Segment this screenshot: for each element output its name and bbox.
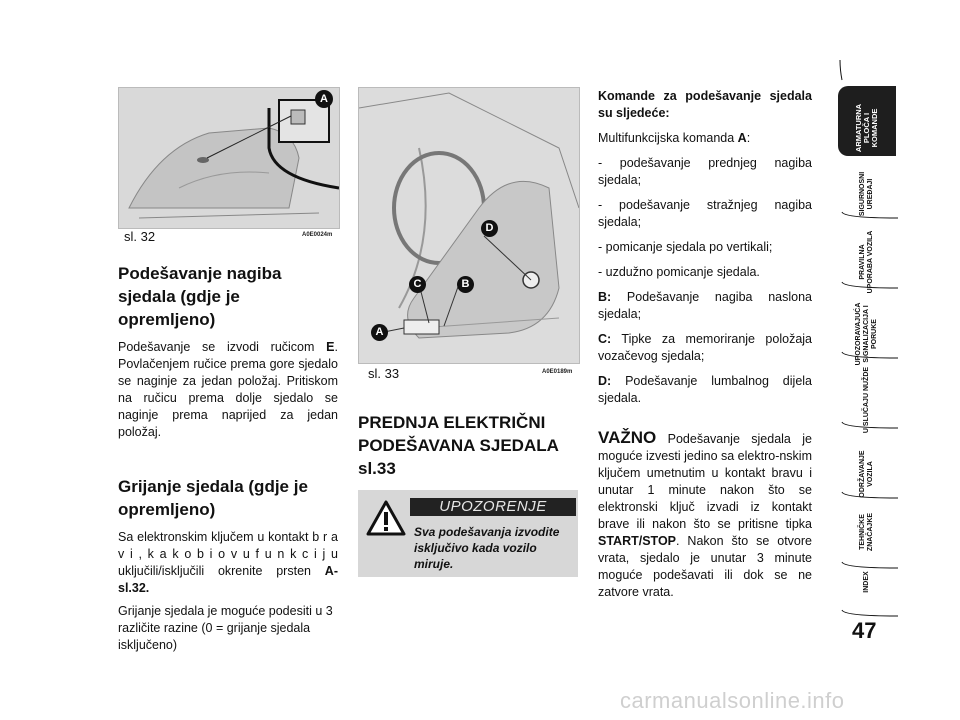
paragraph: Komande za podešavanje sjedala su sljedeće:	[598, 89, 812, 120]
paragraph: Grijanje sjedala je moguće podesiti u 3 različite razine (0 = grijanje sjedala isključeno)	[118, 604, 333, 652]
seat-illustration	[119, 88, 339, 228]
tab-tehnicke-znacajke[interactable]: TEHNIČKE ZNAČAJKE	[859, 512, 874, 552]
figure-seat-tilt	[118, 87, 340, 229]
warning-icon	[366, 500, 406, 536]
page-number: 47	[852, 618, 877, 643]
marker-c: C	[409, 276, 426, 293]
list-item: - pomicanje sjedala po vertikali;	[598, 240, 773, 254]
tab-upozoravajuca-signalizacija[interactable]: UPOZORAVAJUĆA SIGNALIZACIJA I PORUKE	[855, 302, 878, 366]
section-heading: Podešavanje nagiba sjedala (gdje je opremljeno)	[118, 264, 282, 329]
warning-title: UPOZORENJE	[410, 498, 576, 516]
important-note: VAŽNO Podešavanje sjedala je moguće izvesti jedino sa elektro-nskim ključem umetnutim u kontakt bravu i unutar 1 minute nakon što se elektronski ključ izvadi iz kontakt brave ili nakon što se pritisne tipka START/STOP. Nakon što se otvore vrata, sjedalo je unutar 3 minute moguće podešavati ili dok se ne zatvore vrata.	[598, 428, 812, 599]
section-heading: PREDNJA ELEKTRIČNI PODEŠAVANA SJEDALA sl.33	[358, 413, 559, 478]
right-column	[598, 88, 812, 609]
warning-box	[358, 490, 578, 577]
figure-caption: sl. 33	[368, 366, 400, 381]
definition-d: D: Podešavanje lumbalnog dijela sjedala.	[598, 374, 812, 405]
tab-odrzavanje-vozila[interactable]: ODRŽAVANJE VOZILA	[859, 450, 874, 498]
tab-index[interactable]: INDEX	[863, 571, 870, 593]
definition-b: B: Podešavanje nagiba naslona sjedala;	[598, 290, 812, 321]
marker-b: B	[457, 276, 474, 293]
section-heading: Grijanje sjedala (gdje je opremljeno)	[118, 477, 308, 519]
marker-a: A	[315, 90, 333, 108]
tab-sigurnosni-uredaji[interactable]: SIGURNOSNI UREĐAJI	[859, 171, 874, 217]
watermark: carmanualsonline.info	[620, 688, 845, 713]
tab-pravilna-uporaba[interactable]: PRAVILNA UPORABA VOZILA	[859, 230, 874, 294]
list-item: - podešavanje stražnjeg nagiba sjedala;	[598, 198, 812, 229]
warning-text: Sva podešavanja izvodite isključivo kada vozilo miruje.	[414, 525, 560, 571]
figure-caption: sl. 32	[124, 229, 156, 244]
left-column	[118, 262, 338, 654]
figure-code: A0E0024m	[302, 232, 333, 238]
marker-a: A	[371, 324, 388, 341]
definition-c: C: Tipke za memoriranje položaja vozačevog sjedala;	[598, 332, 812, 363]
marker-d: D	[481, 220, 498, 237]
paragraph: Sa elektronskim ključem u kontakt b r a v i , k a k o b i o v u f u n k c i j u uključili/isključili okrenite prsten A-sl.32.	[118, 530, 338, 595]
tab-u-slucaju-nuzde[interactable]: U SLUČAJU NUŽDE	[863, 366, 870, 434]
tab-armaturna-ploca[interactable]: ARMATURNA PLOČA I KOMANDE	[838, 86, 896, 156]
car-interior-illustration	[359, 88, 579, 363]
paragraph: Podešavanje se izvodi ručicom E. Povlačenjem ručice prema gore sjedalo se naginje za jedan položaj. Pritiskom na ručicu prema dolje sjedalo se naginje prema naprijed za jedan položaj.	[118, 340, 338, 439]
list-item: - podešavanje prednjeg nagiba sjedala;	[598, 156, 812, 187]
figure-code: A0E0189m	[542, 369, 573, 375]
figure-power-seat	[358, 87, 580, 364]
list-item: - uzdužno pomicanje sjedala.	[598, 265, 760, 279]
paragraph: Multifunkcijska komanda A:	[598, 131, 751, 145]
